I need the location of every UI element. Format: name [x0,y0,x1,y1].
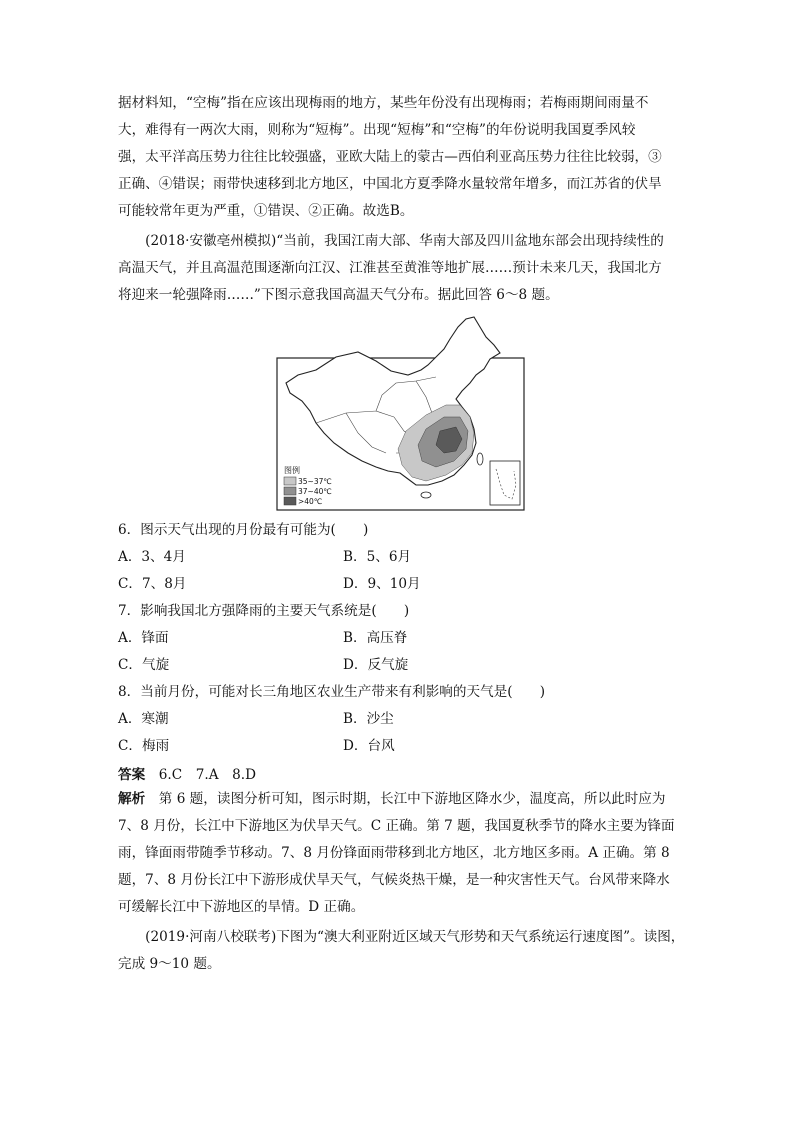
text-line: 题，7、8 月份长江中下游形成伏旱天气，气候炎热干燥，是一种灾害性天气。台风带来降水 [118,872,670,888]
q8-option-b[interactable]: B．沙尘 [343,711,394,727]
question-intro [118,228,680,309]
text-line: 7、8 月份，长江中下游地区为伏旱天气。C 正确。第 7 题，我国夏秋季节的降水主要为锋面 [118,818,675,834]
text-line: (2018·安徽亳州模拟)“当前，我国江南大部、华南大部及四川盆地东部会出现持续性的 [118,233,664,249]
q7-option-b[interactable]: B．高压脊 [343,630,408,646]
question-8-stem: 8．当前月份，可能对长三角地区农业生产带来有利影响的天气是( ) [118,684,546,700]
question-intro-2 [118,924,685,978]
text-line: 大，难得有一两次大雨，则称为“短梅”。出现“短梅”和“空梅”的年份说明我国夏季风较 [118,122,636,138]
legend-label-1: 35~37℃ [298,477,332,486]
question-6-stem: 6．图示天气出现的月份最有可能为( ) [118,522,369,538]
q6-option-d[interactable]: D．9、10月 [343,576,421,592]
hainan-island [421,492,431,498]
q6-option-a[interactable]: A．3、4月 [118,549,186,565]
legend-swatch-2 [284,487,296,495]
q7-option-d[interactable]: D．反气旋 [343,657,409,673]
analysis-paragraph [118,786,680,921]
q7-option-c[interactable]: C．气旋 [118,657,170,673]
text-line: (2019·河南八校联考)下图为“澳大利亚附近区域天气形势和天气系统运行速度图”。读图， [118,929,685,945]
text-line: 强，太平洋高压势力往往比较强盛，亚欧大陆上的蒙古—西伯利亚高压势力往往比较弱，③ [118,149,662,165]
china-high-temperature-map [276,313,526,511]
legend-swatch-3 [284,497,296,505]
text-line: 高温天气，并且高温范围逐渐向江汉、江淮甚至黄淮等地扩展……预计未来几天，我国北方 [118,260,662,276]
text-line: 可能较常年更为严重，①错误、②正确。故选B。 [118,203,414,219]
question-7-stem: 7．影响我国北方强降雨的主要天气系统是( ) [118,603,410,619]
text-line: 雨，锋面雨带随季节移动。7、8 月份锋面雨带移到北方地区，北方地区多雨。A 正确。第 8 [118,845,670,861]
china-outline [286,317,500,485]
analysis-label: 解析 [118,791,146,807]
text-line: 将迎来一轮强降雨……”下图示意我国高温天气分布。据此回答 6～8 题。 [118,287,559,303]
legend-label-2: 37~40℃ [298,487,332,496]
q7-option-a[interactable]: A．锋面 [118,630,169,646]
text-line: 完成 9～10 题。 [118,956,221,972]
q8-option-d[interactable]: D．台风 [343,738,395,754]
answer-line [118,763,256,783]
explanation-paragraph [118,90,680,225]
text-line: 解析 第 6 题，读图分析可知，图示时期，长江中下游地区降水少，温度高，所以此时应为 [118,791,666,807]
legend-label-3: >40℃ [298,497,323,506]
text-line: 据材料知，“空梅”指在应该出现梅雨的地方，某些年份没有出现梅雨；若梅雨期间雨量不 [118,95,649,111]
taiwan-island [477,453,483,465]
answer-text: 6.C 7.A 8.D [145,767,256,783]
q6-option-b[interactable]: B．5、6月 [343,549,412,565]
legend-title: 图例 [284,466,300,475]
text-line: 可缓解长江中下游地区的旱情。D 正确。 [118,899,365,915]
q6-option-c[interactable]: C．7、8月 [118,576,187,592]
legend-swatch-1 [284,477,296,485]
q8-option-a[interactable]: A．寒潮 [118,711,169,727]
q8-option-c[interactable]: C．梅雨 [118,738,170,754]
answer-label: 答案 [118,767,146,783]
text-line: 正确、④错误；雨带快速移到北方地区，中国北方夏季降水量较常年增多，而江苏省的伏旱 [118,176,662,192]
